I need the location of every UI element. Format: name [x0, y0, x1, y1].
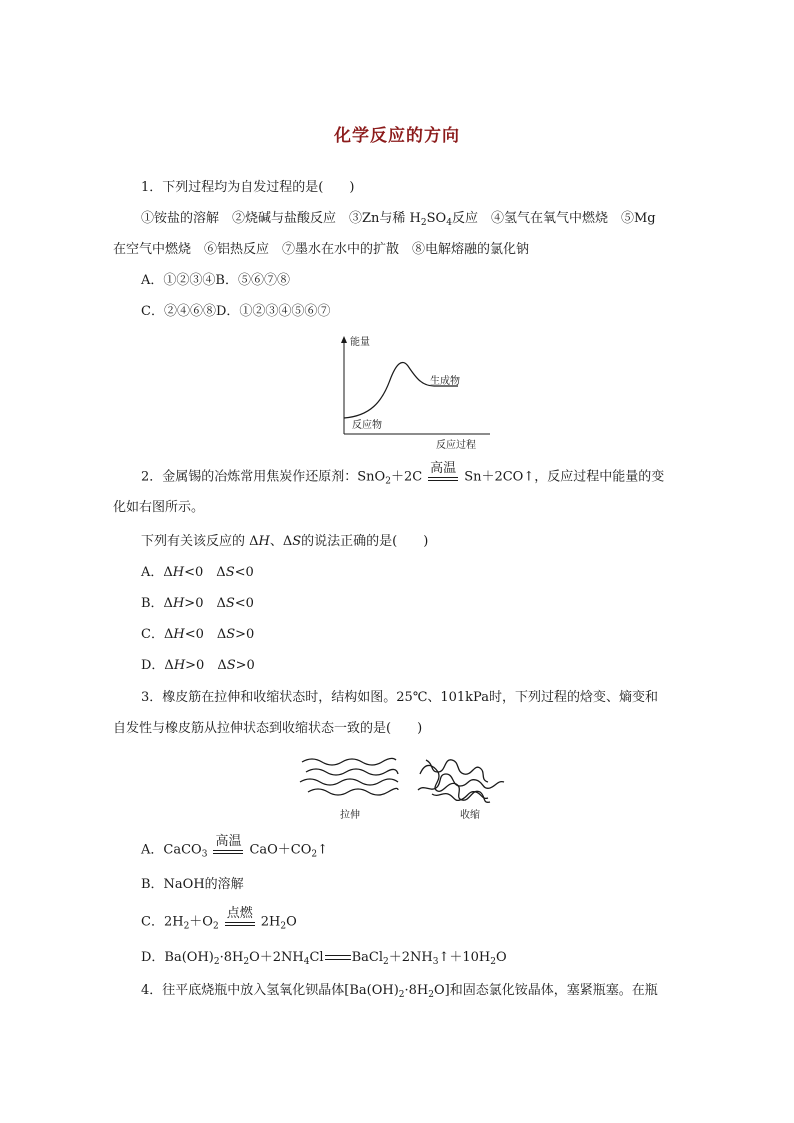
q2-condition-arrow — [428, 461, 458, 481]
q3d-sub2d: 2 — [490, 957, 496, 967]
q3d-d: Cl — [309, 950, 324, 965]
q3d-sub3: 3 — [432, 957, 439, 967]
q1-sub2: 2 — [420, 218, 427, 228]
q1-items-text-a: ①铵盐的溶解 ②烧碱与盐酸反应 ③Zn与稀 — [141, 211, 406, 226]
product-label: 生成物 — [430, 376, 460, 387]
opt-r1: <0 Δ — [184, 627, 227, 642]
opt-r2: <0 — [234, 596, 254, 611]
opt-s: S — [226, 658, 236, 673]
q3-option-b: B．NaOH的溶解 — [141, 877, 244, 892]
q3d-sub2c: 2 — [383, 957, 389, 967]
q3d-g: ↑＋10H — [438, 950, 491, 965]
q3c-condition: 点燃 — [226, 906, 253, 921]
q2-stem-line2: 化如右图所示。 — [113, 500, 205, 515]
q1-so: SO — [426, 211, 447, 226]
opt-pre: D．Δ — [141, 658, 174, 673]
shrink-label: 收缩 — [460, 810, 480, 821]
q3a-condition: 高温 — [215, 834, 242, 849]
opt-r1: <0 Δ — [184, 565, 226, 580]
q1-items-line2: 在空气中燃烧 ⑥铝热反应 ⑦墨水在水中的扩散 ⑧电解熔融的氯化钠 — [113, 242, 530, 257]
x-axis-label: 反应过程 — [436, 440, 476, 451]
opt-s: S — [226, 627, 236, 642]
stretched-chains — [300, 758, 398, 795]
opt-r1: >0 Δ — [184, 596, 226, 611]
q3d-sub4: 4 — [303, 957, 310, 967]
q3-option-c — [141, 906, 297, 937]
opt-h: H — [173, 627, 185, 642]
q3-stem-line2: 自发性与橡皮筋从拉伸状态到收缩状态一致的是( ) — [113, 721, 423, 736]
energy-curve — [344, 362, 458, 418]
q4-sub2: 2 — [398, 990, 405, 1000]
q2-stem-c: Sn＋2CO↑，反应过程中能量的变 — [464, 469, 665, 485]
opt-h: H — [172, 565, 185, 580]
opt-pre: A．Δ — [141, 565, 173, 580]
q3d-e: BaCl — [351, 950, 384, 965]
opt-pre: B．Δ — [141, 596, 173, 611]
q3a-condition-arrow — [213, 834, 243, 854]
equals-sign — [325, 955, 351, 960]
q3d-h: O — [495, 950, 507, 965]
q1-items-line1 — [141, 209, 656, 233]
q1-h: H — [409, 211, 421, 226]
q4-c: O]和固态氯化铵晶体，塞紧瓶塞。在瓶 — [434, 983, 658, 998]
q3d-f: ＋2NH — [388, 950, 433, 965]
opt-h: H — [173, 658, 186, 673]
q2-condition: 高温 — [430, 461, 457, 476]
q3c-d: O — [286, 914, 297, 930]
q2-ask-b: 、Δ — [269, 534, 293, 549]
q2-ask-h: H — [258, 534, 270, 549]
q3d-sub2b: 2 — [243, 957, 250, 967]
q1-options-ab: A．①②③④B．⑤⑥⑦⑧ — [141, 273, 290, 288]
q3a-a: A．CaCO — [141, 842, 202, 858]
q3a-c: ↑ — [317, 842, 329, 858]
q3-stem-line1: 3．橡皮筋在拉伸和收缩状态时，结构如图。25℃、101kPa时，下列过程的焓变、熵变和 — [141, 690, 658, 705]
q1-stem: 1．下列过程均为自发过程的是( ) — [141, 180, 355, 195]
q2-question — [141, 532, 428, 552]
q4-b: ·8H — [404, 983, 429, 998]
q2-stem-b: ＋2C — [390, 469, 423, 485]
q3a-sub3: 3 — [201, 849, 208, 860]
stretch-label: 拉伸 — [340, 810, 360, 821]
q1-options-cd: C．②④⑥⑧D．①②③④⑤⑥⑦ — [141, 304, 331, 319]
q2-option-c — [141, 625, 254, 645]
y-axis-arrow — [341, 336, 347, 343]
opt-s: S — [225, 596, 235, 611]
opt-r2: <0 — [234, 565, 254, 580]
opt-s: S — [225, 565, 235, 580]
q3d-c: O＋2NH — [249, 950, 304, 965]
q4-stem — [141, 981, 658, 1005]
q3-option-a — [141, 834, 329, 865]
q2-option-b — [141, 594, 254, 614]
q2-option-a — [141, 563, 254, 583]
q3d-sub2: 2 — [213, 957, 220, 967]
q4-sub2b: 2 — [428, 990, 435, 1000]
q2-stem-a: 2．金属锡的冶炼常用焦炭作还原剂：SnO — [141, 469, 386, 485]
q2-stem-line1 — [141, 461, 665, 492]
q3c-sub2a: 2 — [183, 921, 190, 932]
opt-r2: >0 — [235, 658, 255, 673]
rubber-band-figure — [298, 750, 530, 822]
page-title: 化学反应的方向 — [334, 126, 460, 146]
q3a-sub2: 2 — [311, 849, 318, 860]
q3c-sub2b: 2 — [212, 921, 219, 932]
q4-a: 4．往平底烧瓶中放入氢氧化钡晶体[Ba(OH) — [141, 983, 399, 998]
q3c-c: 2H — [260, 914, 281, 930]
q3d-a: D．Ba(OH) — [141, 950, 214, 965]
reactant-label: 反应物 — [352, 420, 382, 431]
q2-ask-a: 下列有关该反应的 Δ — [141, 534, 259, 549]
q3-option-d — [141, 948, 507, 972]
q2-ask-c: 的说法正确的是( ) — [301, 534, 429, 549]
q3c-b: ＋O — [189, 914, 213, 930]
q2-ask-s: S — [292, 534, 302, 549]
q2-option-d — [141, 656, 255, 676]
opt-pre: C．Δ — [141, 627, 174, 642]
q3d-b: ·8H — [219, 950, 244, 965]
q3c-sub2c: 2 — [280, 921, 287, 932]
energy-diagram — [330, 332, 500, 454]
opt-r1: >0 Δ — [185, 658, 227, 673]
shrunk-chains — [418, 760, 504, 803]
q3c-condition-arrow — [225, 906, 255, 926]
q2-sub2: 2 — [385, 476, 391, 487]
opt-r2: >0 — [235, 627, 255, 642]
y-axis-label: 能量 — [350, 337, 370, 348]
q1-items-text-b: 反应 ④氢气在氧气中燃烧 ⑤Mg — [451, 211, 656, 226]
q3c-a: C．2H — [141, 914, 184, 930]
q3a-b: CaO＋CO — [249, 842, 312, 858]
q1-sub4: 4 — [446, 218, 452, 228]
opt-h: H — [172, 596, 185, 611]
